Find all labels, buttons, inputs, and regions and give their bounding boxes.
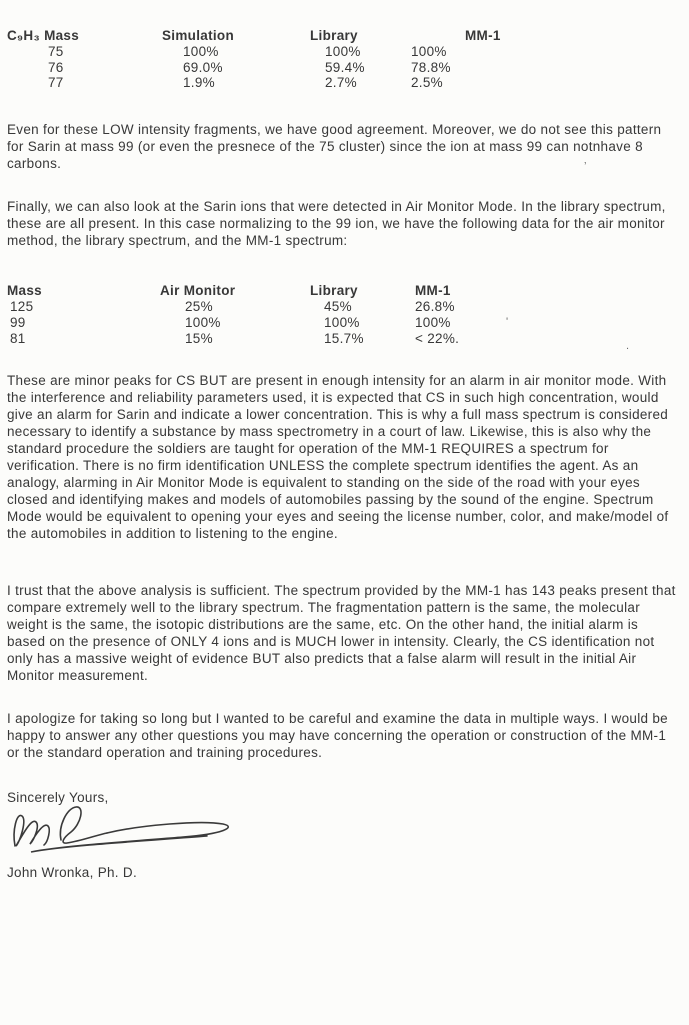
table2-header-mass: Mass	[7, 283, 42, 299]
table-cell: 2.5%	[411, 75, 443, 91]
table-cell: 78.8%	[411, 59, 451, 75]
table-cell: 25%	[185, 298, 213, 314]
signer-name: John Wronka, Ph. D.	[7, 865, 138, 881]
table1-header-mass: C₉H₃ Mass	[7, 28, 80, 43]
table-cell: 77	[48, 75, 64, 91]
table-cell: 100%	[183, 43, 219, 59]
table2-header-library: Library	[310, 283, 358, 299]
table-cell: 45%	[324, 298, 352, 314]
table-cell: 99	[10, 314, 26, 330]
table-cell: 100%	[185, 314, 221, 330]
table-cell: 59.4%	[325, 59, 365, 75]
table1-header-simulation: Simulation	[162, 28, 235, 43]
table-cell: 69.0%	[183, 59, 223, 75]
table2-header-mm1: MM-1	[415, 283, 451, 299]
table-cell: 100%	[324, 314, 360, 330]
paragraph-conclusion: I trust that the above analysis is sufficient. The spectrum provided by the MM-1 has 143 peaks present that compare extremely well to the library spectrum. The fragmentation pattern is the same, the molecular weight is the same, the isotopic distributions are the same, etc. On the other hand, the initial alarm is based on the presence of ONLY 4 ions and is MUCH lower in intensity. Clearly, the CS identification not only has a massive weight of evidence BUT also predicts that a false alarm will result in the initial Air Monitor measurement.	[7, 583, 676, 684]
table-cell: 2.7%	[325, 75, 357, 91]
fragment-cluster-table	[7, 28, 677, 91]
table-cell: 15%	[185, 330, 213, 346]
table-cell: 125	[10, 298, 34, 314]
scan-artifact: '	[506, 316, 509, 328]
table-cell: 100%	[325, 43, 361, 59]
table-cell: 100%	[411, 43, 447, 59]
signature-scribble	[5, 790, 245, 868]
table-cell: 100%	[415, 314, 451, 330]
table-cell: 81	[10, 330, 26, 346]
table-cell: 15.7%	[324, 330, 364, 346]
table-cell: 1.9%	[183, 75, 215, 91]
table1-header-library: Library	[310, 28, 358, 43]
table-cell: 76	[48, 59, 64, 75]
scan-artifact: .	[626, 340, 630, 352]
paragraph-air-monitor-intro: Finally, we can also look at the Sarin ions that were detected in Air Monitor Mode. In the library spectrum, these are all present. In this case normalizing to the 99 ion, we have the following data for the air monitor method, the library spectrum, and the MM-1 spectrum:	[7, 199, 666, 249]
table1-header-mm1: MM-1	[465, 28, 501, 43]
table-cell: 26.8%	[415, 298, 455, 314]
scan-artifact: ‚	[584, 154, 587, 166]
paragraph-agreement: Even for these LOW intensity fragments, we have good agreement. Moreover, we do not see this pattern for Sarin at mass 99 (or even the presnece of the 75 cluster) since the ion at mass 99 can notnhave 8 carbons.	[7, 122, 662, 172]
closing-salutation: Sincerely Yours,	[7, 790, 109, 806]
table-cell: 75	[48, 43, 64, 59]
table-cell: < 22%.	[415, 330, 460, 346]
signature-area	[7, 806, 677, 864]
paragraph-apology: I apologize for taking so long but I wanted to be careful and examine the data in multiple ways. I would be happy to answer any other questions you may have concerning the operation or construction of the MM-1 or the standard operation and training procedures.	[7, 711, 668, 761]
table2-header-air-monitor: Air Monitor	[160, 283, 236, 299]
air-monitor-table	[7, 283, 677, 346]
paragraph-cs-alarm-analysis: These are minor peaks for CS BUT are present in enough intensity for an alarm in air monitor mode. With the interference and reliability parameters used, it is expected that CS in such high concentration, would give an alarm for Sarin and indicate a lower concentration. This is why a full mass spectrum is considered necessary to identify a substance by mass spectrometry in a court of law. Likewise, this is also why the standard procedure the soldiers are taught for operation of the MM-1 REQUIRES a spectrum for verification. There is no firm identification UNLESS the complete spectrum identifies the agent. As an analogy, alarming in Air Monitor Mode is equivalent to standing on the side of the road with your eyes closed and identifying makes and models of automobiles passing by the sound of the engine. Spectrum Mode would be equivalent to opening your eyes and seeing the license number, color, and make/model of the automobiles in addition to listening to the engine.	[7, 373, 669, 542]
